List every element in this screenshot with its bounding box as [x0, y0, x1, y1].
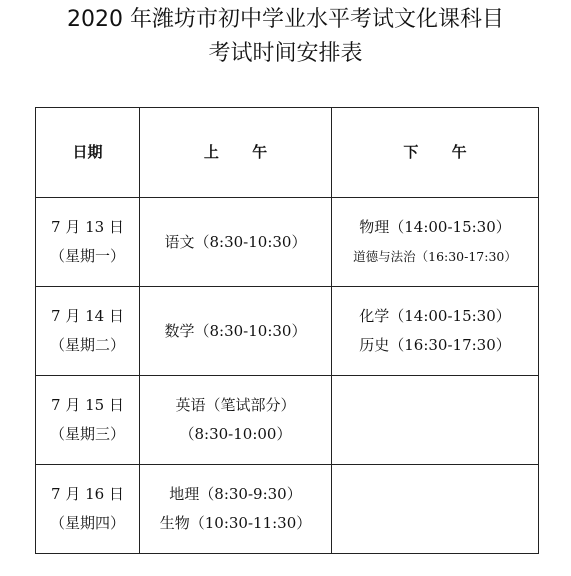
date-cell — [36, 198, 140, 287]
date-cell — [36, 287, 140, 376]
document-subtitle: 考试时间安排表 — [208, 41, 363, 66]
afternoon-cell-empty — [332, 376, 539, 465]
afternoon-cell-empty — [332, 465, 539, 554]
afternoon-exam: 化学（14:00-15:30） — [359, 307, 511, 325]
date-cell — [36, 465, 140, 554]
table-row — [36, 287, 539, 376]
date-text: 7 月 14 日 — [51, 307, 124, 325]
date-text: 7 月 16 日 — [51, 485, 124, 503]
date-cell — [36, 376, 140, 465]
afternoon-exam: 道德与法治（16:30-17:30） — [353, 249, 517, 264]
weekday-text: （星期二） — [49, 336, 125, 354]
afternoon-cell — [332, 287, 539, 376]
table-row — [36, 465, 539, 554]
header-morning: 上 午 — [140, 108, 332, 198]
header-date: 日期 — [36, 108, 140, 198]
morning-exam: 生物（10:30-11:30） — [159, 514, 312, 532]
date-text: 7 月 13 日 — [51, 218, 124, 236]
morning-cell — [140, 465, 332, 554]
morning-exam: 地理（8:30-9:30） — [169, 485, 302, 503]
afternoon-exam: 物理（14:00-15:30） — [359, 218, 511, 236]
morning-exam: 数学（8:30-10:30） — [164, 321, 307, 340]
afternoon-exam: 历史（16:30-17:30） — [359, 336, 511, 354]
morning-cell — [140, 198, 332, 287]
weekday-text: （星期四） — [49, 514, 125, 532]
header-afternoon: 下 午 — [332, 108, 539, 198]
afternoon-cell — [332, 198, 539, 287]
weekday-text: （星期一） — [49, 247, 125, 265]
morning-cell — [140, 376, 332, 465]
morning-exam: 语文（8:30-10:30） — [164, 232, 307, 251]
table-row — [36, 376, 539, 465]
document-title: 2020 年潍坊市初中学业水平考试文化课科目 — [67, 7, 504, 32]
morning-exam: 英语（笔试部分） — [175, 396, 296, 414]
exam-schedule-table — [35, 107, 539, 554]
weekday-text: （星期三） — [49, 425, 125, 443]
table-header-row — [36, 108, 539, 198]
table-row — [36, 198, 539, 287]
morning-cell — [140, 287, 332, 376]
morning-exam-time: （8:30-10:00） — [179, 425, 292, 443]
date-text: 7 月 15 日 — [51, 396, 124, 414]
